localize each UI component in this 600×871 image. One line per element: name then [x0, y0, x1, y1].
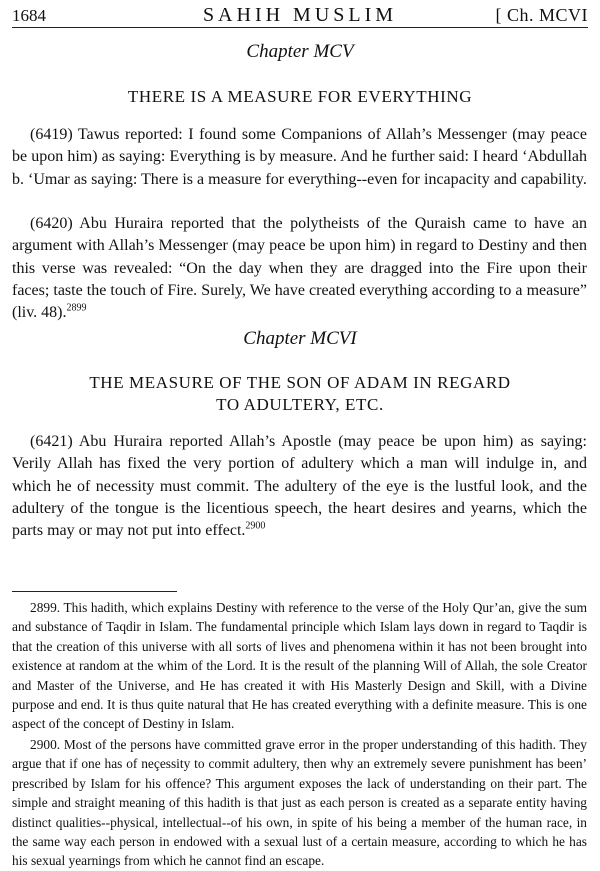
- chapter-heading-mcv: THERE IS A MEASURE FOR EVERYTHING: [127, 87, 473, 106]
- chapter-label-mcv: Chapter MCV: [246, 41, 354, 62]
- chapter-heading-line-2: TO ADULTERY, ETC.: [216, 395, 384, 414]
- chapter-heading-mcvi: [40, 372, 560, 416]
- running-header: [12, 3, 588, 28]
- footnote-separator: [12, 591, 177, 592]
- footnote-ref-2900: 2900: [245, 520, 266, 532]
- hadith-6420: (6420) Abu Huraira reported that the polytheists of the Quraish came to have an argument with Allah’s Messenger (may peace be upon him) in regard to Destiny and then this verse was revealed: “On the day when they are dragged into the Fire upon their faces; taste the touch of Fire. Surely, We have created everything according to a measure” (liv. 48).$^{2899}$: [12, 215, 587, 322]
- footnote-ref-2899: 2899: [66, 302, 87, 314]
- footnote-2900: 2900. Most of the persons have committed grave error in the proper understanding of this hadith. They argue that if one has of neçessity to commit adultery, then why an extremely severe punishment has been’ prescribed by Islam for his offence? This argument exposes the lack of understanding on their part. The simple and straight meaning of this hadith is that just as each person is created as a separate entity having distinct qualities--physical, intellectual--of his own, in spite of his being a member of the human race, in the same way each person in endowed with a sexual lust of a certain measure, according to which he has his sexual yearnings from which he cannot find an escape.: [12, 737, 587, 869]
- hadith-6421: (6421) Abu Huraira reported Allah’s Apostle (may peace be upon him) as saying: Verily Allah has fixed the very portion of adultery which a man will indulge in, and which he of necessity must commit. The adultery of the eye is the lustful look, and the adultery of the tongue is the licentious speech, the heart desires and yearns, which the parts may or may not put into effect.$^{2900}$: [12, 433, 587, 540]
- hadith-6419: (6419) Tawus reported: I found some Companions of Allah’s Messenger (may peace be upon him) as saying: Everything is by measure. And he further said: I heard ‘Abdullah b. ‘Umar as saying: There is a measure for everything--even for incapacity and capability.: [12, 126, 587, 188]
- chapter-heading-line-1: THE MEASURE OF THE SON OF ADAM IN REGARD: [89, 373, 511, 392]
- footnote-2899: 2899. This hadith, which explains Destiny with reference to the verse of the Holy Qur’an, give the sum and substance of Taqdir in Islam. The fundamental principle which Islam lays down in regard to Taqdir is that the creation of this universe with all sorts of lives and phenomena within it has not been brought into existence at random at the whim of the Lord. It is the result of the planning Will of Allah, the sole Creator and Master of the Universe, and He has created it with His Masterly Design and Skill, with a Divine purpose and end. It is thus quite natural that He has created everything with a definite measure. This is one aspect of the concept of Destiny in Islam.: [12, 600, 587, 732]
- book-title: SAHIH MUSLIM: [202, 4, 398, 26]
- page-number: 1684: [12, 6, 46, 25]
- chapter-reference: [ Ch. MCVI: [495, 5, 588, 25]
- chapter-label-mcvi: Chapter MCVI: [243, 328, 357, 349]
